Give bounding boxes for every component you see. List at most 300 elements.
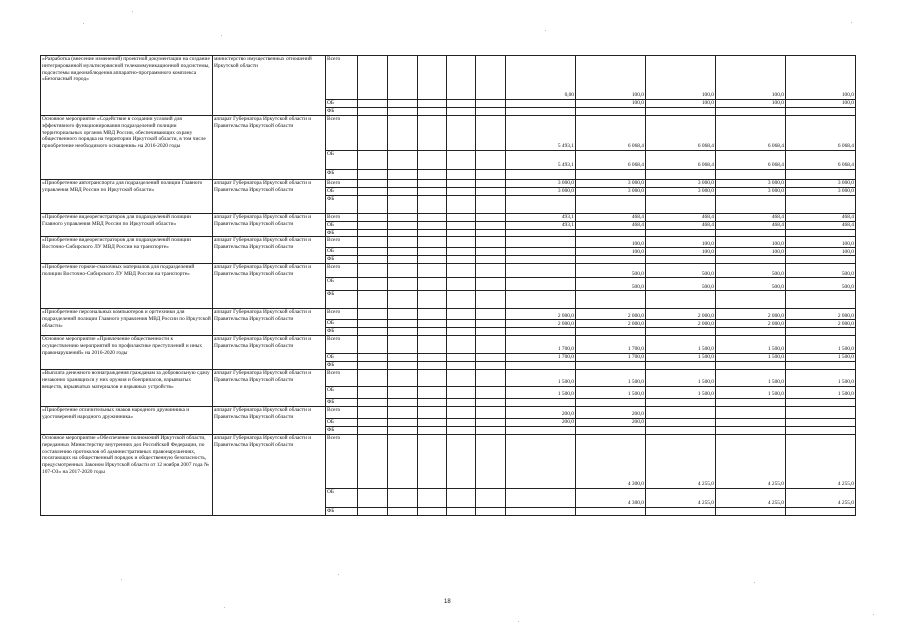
value-cell: 500,0 — [716, 264, 786, 278]
funding-source-cell: ОБ — [326, 248, 358, 256]
value-cell — [358, 221, 388, 229]
value-cell — [506, 248, 576, 256]
value-cell — [646, 229, 716, 237]
value-cell: 200,0 — [506, 407, 576, 419]
table-row — [41, 213, 856, 221]
value-cell — [476, 56, 506, 100]
value-cell — [388, 419, 418, 427]
value-cell: 1 700,0 — [576, 354, 646, 362]
value-cell — [388, 195, 418, 213]
value-cell — [716, 426, 786, 434]
funding-source-cell: ОБ — [326, 221, 358, 229]
value-cell — [716, 108, 786, 116]
activity-name-cell: «Приобретение автотранспорта для подразделений полиции Главного управления МВД России по Иркутской области» — [41, 180, 213, 214]
value-cell: 200,0 — [576, 419, 646, 427]
value-cell — [418, 100, 447, 108]
value-cell — [716, 170, 786, 180]
scan-speck — [221, 35, 222, 36]
value-cell: 3 000,0 — [786, 180, 856, 188]
value-cell — [786, 399, 856, 407]
value-cell — [447, 187, 476, 195]
funding-source-cell: ФБ — [326, 108, 358, 116]
funding-source-cell: ФБ — [326, 399, 358, 407]
value-cell — [447, 237, 476, 248]
value-cell — [418, 291, 447, 309]
value-cell — [388, 434, 418, 488]
funding-source-cell: Всего — [326, 370, 358, 387]
value-cell — [418, 151, 447, 170]
table-row — [41, 237, 856, 248]
value-cell: 2 000,0 — [786, 320, 856, 328]
value-cell — [447, 116, 476, 151]
executor-cell: аппарат Губернатора Иркутской области и Правительства Иркутской области — [213, 264, 326, 309]
value-cell — [476, 264, 506, 278]
value-cell — [447, 407, 476, 419]
value-cell — [506, 108, 576, 116]
value-cell: 1 500,0 — [716, 336, 786, 354]
value-cell — [388, 309, 418, 320]
value-cell — [476, 320, 506, 328]
scan-speck — [224, 607, 225, 608]
value-cell: 468,4 — [716, 213, 786, 221]
value-cell — [786, 426, 856, 434]
value-cell: 2 000,0 — [646, 320, 716, 328]
value-cell — [447, 180, 476, 188]
value-cell: 100,0 — [646, 100, 716, 108]
value-cell: 100,0 — [786, 248, 856, 256]
value-cell — [476, 354, 506, 362]
funding-source-cell: Всего — [326, 434, 358, 488]
value-cell: 1 500,0 — [646, 336, 716, 354]
funding-source-cell: ОБ — [326, 354, 358, 362]
value-cell: 1 500,0 — [786, 370, 856, 387]
value-cell — [388, 387, 418, 399]
value-cell: 2 000,0 — [506, 320, 576, 328]
value-cell — [716, 362, 786, 370]
value-cell — [476, 229, 506, 237]
value-cell — [358, 213, 388, 221]
value-cell — [646, 328, 716, 336]
value-cell: 2 000,0 — [646, 309, 716, 320]
value-cell: 2 000,0 — [576, 309, 646, 320]
value-cell — [476, 336, 506, 354]
value-cell — [358, 336, 388, 354]
funding-source-cell: ОБ — [326, 100, 358, 108]
value-cell: 200,0 — [506, 419, 576, 427]
value-cell — [506, 488, 576, 507]
value-cell: 6 068,4 — [646, 151, 716, 170]
value-cell — [447, 426, 476, 434]
value-cell — [418, 116, 447, 151]
value-cell — [388, 221, 418, 229]
value-cell — [646, 108, 716, 116]
value-cell: 4 255,0 — [786, 488, 856, 507]
value-cell: 200,0 — [576, 407, 646, 419]
funding-source-cell: Всего — [326, 213, 358, 221]
value-cell: 6 068,4 — [786, 151, 856, 170]
value-cell: 1 500,0 — [506, 370, 576, 387]
value-cell — [358, 151, 388, 170]
funding-source-cell: ФБ — [326, 426, 358, 434]
value-cell: 468,4 — [786, 221, 856, 229]
value-cell — [388, 116, 418, 151]
value-cell: 2 000,0 — [716, 309, 786, 320]
value-cell: 4 255,0 — [716, 434, 786, 488]
value-cell — [476, 108, 506, 116]
value-cell — [418, 221, 447, 229]
value-cell: 100,0 — [786, 100, 856, 108]
value-cell — [506, 278, 576, 291]
value-cell — [388, 229, 418, 237]
funding-source-cell: Всего — [326, 237, 358, 248]
value-cell — [576, 426, 646, 434]
value-cell — [358, 248, 388, 256]
value-cell: 100,0 — [786, 56, 856, 100]
value-cell — [418, 248, 447, 256]
value-cell — [358, 180, 388, 188]
value-cell: 2 000,0 — [576, 320, 646, 328]
value-cell — [716, 507, 786, 515]
table-row — [41, 407, 856, 419]
value-cell — [358, 328, 388, 336]
value-cell: 4 255,0 — [646, 488, 716, 507]
value-cell — [646, 170, 716, 180]
value-cell — [476, 187, 506, 195]
value-cell: 6 068,4 — [716, 116, 786, 151]
table-row — [41, 116, 856, 151]
value-cell — [418, 507, 447, 515]
value-cell — [418, 256, 447, 264]
value-cell — [358, 488, 388, 507]
value-cell: 1 500,0 — [646, 387, 716, 399]
value-cell — [447, 170, 476, 180]
value-cell — [716, 291, 786, 309]
value-cell — [358, 419, 388, 427]
value-cell: 3 000,0 — [786, 187, 856, 195]
value-cell: 3 000,0 — [716, 180, 786, 188]
value-cell — [358, 256, 388, 264]
value-cell — [388, 248, 418, 256]
value-cell: 468,4 — [786, 213, 856, 221]
table-row — [41, 370, 856, 387]
value-cell: 5 493,1 — [506, 116, 576, 151]
value-cell — [447, 56, 476, 100]
executor-cell: аппарат Губернатора Иркутской области и Правительства Иркутской области — [213, 237, 326, 264]
value-cell — [447, 336, 476, 354]
value-cell: 2 000,0 — [506, 309, 576, 320]
value-cell — [358, 362, 388, 370]
value-cell: 4 255,0 — [646, 434, 716, 488]
value-cell — [506, 256, 576, 264]
value-cell — [418, 56, 447, 100]
value-cell — [506, 264, 576, 278]
value-cell: 100,0 — [716, 100, 786, 108]
value-cell — [506, 426, 576, 434]
value-cell — [476, 170, 506, 180]
value-cell — [447, 328, 476, 336]
value-cell: 1 500,0 — [716, 387, 786, 399]
value-cell — [476, 387, 506, 399]
value-cell: 100,0 — [576, 100, 646, 108]
value-cell — [358, 434, 388, 488]
value-cell — [476, 213, 506, 221]
value-cell — [358, 187, 388, 195]
funding-source-cell: Всего — [326, 116, 358, 151]
value-cell — [506, 434, 576, 488]
executor-cell: аппарат Губернатора Иркутской области и Правительства Иркутской области — [213, 407, 326, 435]
value-cell: 1 500,0 — [716, 370, 786, 387]
value-cell — [716, 328, 786, 336]
table-row — [41, 434, 856, 488]
value-cell: 493,1 — [506, 213, 576, 221]
value-cell — [716, 399, 786, 407]
value-cell — [388, 336, 418, 354]
value-cell — [388, 170, 418, 180]
value-cell — [358, 170, 388, 180]
funding-source-cell: ОБ — [326, 488, 358, 507]
value-cell — [447, 488, 476, 507]
value-cell — [418, 426, 447, 434]
funding-source-cell: ФБ — [326, 195, 358, 213]
funding-source-cell: Всего — [326, 180, 358, 188]
value-cell: 6 068,4 — [786, 116, 856, 151]
value-cell: 100,0 — [716, 248, 786, 256]
funding-source-cell: ФБ — [326, 229, 358, 237]
value-cell — [506, 399, 576, 407]
value-cell: 3 000,0 — [506, 180, 576, 188]
value-cell — [786, 507, 856, 515]
value-cell — [576, 170, 646, 180]
value-cell — [646, 256, 716, 264]
activity-name-cell: Основное мероприятие «Привлечение общественности к осуществлению мероприятий по профилактике преступлений и иных правонарушений» на 2016-2020 годы — [41, 336, 213, 370]
value-cell — [576, 328, 646, 336]
value-cell: 2 000,0 — [716, 320, 786, 328]
funding-source-cell: ФБ — [326, 328, 358, 336]
value-cell — [388, 151, 418, 170]
value-cell: 1 500,0 — [646, 354, 716, 362]
value-cell — [576, 362, 646, 370]
value-cell: 468,4 — [716, 221, 786, 229]
funding-source-cell: ОБ — [326, 278, 358, 291]
value-cell: 500,0 — [646, 278, 716, 291]
value-cell — [447, 362, 476, 370]
value-cell — [447, 399, 476, 407]
value-cell: 3 000,0 — [646, 180, 716, 188]
value-cell — [716, 229, 786, 237]
value-cell — [418, 170, 447, 180]
value-cell — [447, 264, 476, 278]
value-cell: 500,0 — [786, 264, 856, 278]
scan-speck — [851, 22, 852, 23]
value-cell — [358, 291, 388, 309]
value-cell — [358, 507, 388, 515]
table-row — [41, 309, 856, 320]
value-cell — [476, 426, 506, 434]
value-cell: 4 255,0 — [716, 488, 786, 507]
value-cell: 500,0 — [786, 278, 856, 291]
value-cell: 500,0 — [576, 278, 646, 291]
budget-table — [40, 55, 856, 516]
value-cell — [447, 507, 476, 515]
value-cell — [388, 362, 418, 370]
funding-source-cell: ОБ — [326, 387, 358, 399]
value-cell — [646, 195, 716, 213]
value-cell — [506, 291, 576, 309]
value-cell — [716, 419, 786, 427]
value-cell — [418, 278, 447, 291]
value-cell: 100,0 — [646, 248, 716, 256]
value-cell: 3 000,0 — [506, 187, 576, 195]
value-cell — [447, 320, 476, 328]
value-cell — [576, 507, 646, 515]
scan-speck — [83, 23, 84, 24]
value-cell — [476, 278, 506, 291]
value-cell — [358, 56, 388, 100]
executor-cell: аппарат Губернатора Иркутской области и Правительства Иркутской области — [213, 309, 326, 336]
funding-source-cell: ФБ — [326, 256, 358, 264]
funding-source-cell: Всего — [326, 336, 358, 354]
value-cell — [418, 362, 447, 370]
value-cell — [358, 278, 388, 291]
value-cell — [418, 195, 447, 213]
value-cell — [447, 291, 476, 309]
value-cell: 100,0 — [576, 248, 646, 256]
value-cell — [576, 291, 646, 309]
value-cell — [786, 229, 856, 237]
value-cell — [646, 507, 716, 515]
value-cell — [388, 328, 418, 336]
value-cell: 100,0 — [646, 237, 716, 248]
activity-name-cell: «Приобретение отличительных знаков народного дружинника и удостоверений народного дружинника» — [41, 407, 213, 435]
value-cell — [506, 237, 576, 248]
value-cell — [786, 419, 856, 427]
value-cell: 3 000,0 — [646, 187, 716, 195]
value-cell — [447, 248, 476, 256]
value-cell — [388, 108, 418, 116]
value-cell — [358, 108, 388, 116]
value-cell — [506, 170, 576, 180]
scan-speck — [545, 30, 546, 31]
value-cell: 468,4 — [646, 221, 716, 229]
value-cell — [447, 213, 476, 221]
value-cell — [418, 309, 447, 320]
value-cell — [388, 426, 418, 434]
executor-cell: министерство имущественных отношений Иркутской области — [213, 56, 326, 116]
value-cell — [476, 370, 506, 387]
value-cell — [447, 195, 476, 213]
value-cell — [476, 116, 506, 151]
value-cell — [447, 151, 476, 170]
value-cell — [476, 256, 506, 264]
value-cell — [388, 180, 418, 188]
executor-cell: аппарат Губернатора Иркутской области и Правительства Иркутской области — [213, 434, 326, 515]
value-cell — [476, 309, 506, 320]
value-cell — [447, 419, 476, 427]
table-body — [41, 56, 856, 516]
page-number: 18 — [444, 599, 451, 605]
value-cell — [716, 256, 786, 264]
value-cell — [646, 426, 716, 434]
value-cell — [358, 309, 388, 320]
value-cell — [506, 195, 576, 213]
activity-name-cell: «Выплата денежного вознаграждения гражданам за добровольную сдачу незаконно хранящихся у них оружия и боеприпасов, взрывчатых веществ, взрывчатых материалов и взрывных устройств» — [41, 370, 213, 407]
executor-cell: аппарат Губернатора Иркутской области и Правительства Иркутской области — [213, 370, 326, 407]
value-cell — [786, 362, 856, 370]
value-cell — [388, 399, 418, 407]
executor-cell: аппарат Губернатора Иркутской области и Правительства Иркутской области — [213, 213, 326, 237]
value-cell: 0,00 — [506, 56, 576, 100]
scan-speck — [121, 579, 122, 580]
value-cell: 1 500,0 — [576, 387, 646, 399]
funding-source-cell: Всего — [326, 407, 358, 419]
value-cell: 468,4 — [576, 221, 646, 229]
value-cell — [506, 100, 576, 108]
value-cell — [447, 229, 476, 237]
value-cell: 100,0 — [716, 237, 786, 248]
value-cell — [447, 100, 476, 108]
value-cell — [476, 237, 506, 248]
value-cell — [576, 256, 646, 264]
value-cell — [716, 195, 786, 213]
scan-speck — [132, 11, 133, 12]
funding-source-cell: ОБ — [326, 187, 358, 195]
value-cell — [418, 434, 447, 488]
scan-speck — [873, 614, 874, 615]
activity-name-cell: «Приобретение видеорегистраторов для подразделений полиции Главного управления МВД России по Иркутской области» — [41, 213, 213, 237]
value-cell: 1 500,0 — [646, 370, 716, 387]
value-cell: 1 500,0 — [576, 370, 646, 387]
value-cell — [646, 291, 716, 309]
table-row — [41, 336, 856, 354]
value-cell — [476, 419, 506, 427]
funding-source-cell: ФБ — [326, 362, 358, 370]
value-cell — [388, 237, 418, 248]
value-cell — [388, 56, 418, 100]
value-cell: 1 700,0 — [576, 336, 646, 354]
value-cell: 6 068,4 — [576, 151, 646, 170]
value-cell — [447, 256, 476, 264]
value-cell — [476, 195, 506, 213]
activity-name-cell: «Приобретение горюче-смазочных материалов для подразделений полиции Восточно-Сибирского ЛУ МВД России на транспорте» — [41, 264, 213, 309]
value-cell — [418, 264, 447, 278]
activity-name-cell: Основное мероприятие «Обеспечение полномочий Иркутской области, переданных Министерству внутренних дел Российской Федерации, по составлению протоколов об административных правонарушениях, посягающих на общественный порядок и общественную безопасность, предусмотренных Законом Иркутской области от 12 ноября 2007 года № 107-ОЗ» на 2017-2020 годы — [41, 434, 213, 515]
value-cell — [388, 407, 418, 419]
value-cell — [358, 229, 388, 237]
value-cell — [418, 108, 447, 116]
value-cell: 6 068,4 — [576, 116, 646, 151]
value-cell: 3 000,0 — [716, 187, 786, 195]
value-cell — [418, 180, 447, 188]
value-cell — [476, 151, 506, 170]
value-cell — [388, 488, 418, 507]
value-cell: 100,0 — [576, 237, 646, 248]
value-cell — [358, 370, 388, 387]
value-cell — [388, 354, 418, 362]
value-cell — [576, 229, 646, 237]
funding-source-cell: ФБ — [326, 170, 358, 180]
value-cell: 100,0 — [576, 56, 646, 100]
value-cell — [358, 116, 388, 151]
executor-cell: аппарат Губернатора Иркутской области и Правительства Иркутской области — [213, 336, 326, 370]
value-cell — [506, 507, 576, 515]
value-cell: 5 493,1 — [506, 151, 576, 170]
value-cell — [447, 309, 476, 320]
value-cell — [388, 370, 418, 387]
value-cell — [358, 426, 388, 434]
value-cell: 500,0 — [576, 264, 646, 278]
value-cell — [418, 320, 447, 328]
value-cell — [358, 387, 388, 399]
